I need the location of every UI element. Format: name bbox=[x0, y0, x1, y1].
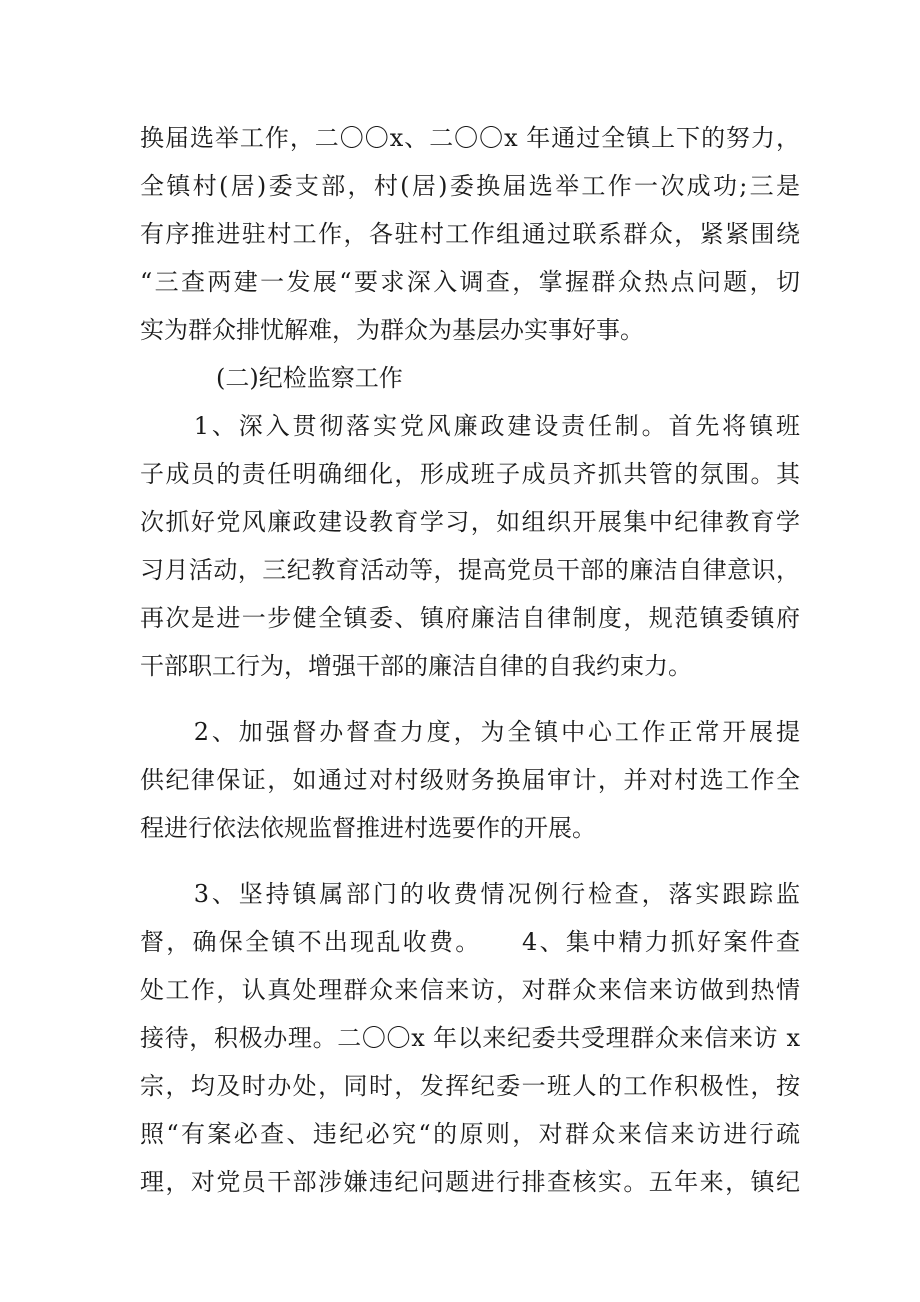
paragraph-gap bbox=[140, 690, 800, 708]
text-line: 有序推进驻村工作，各驻村工作组通过联系群众，紧紧围绕 bbox=[140, 220, 800, 248]
text-line: 3、坚持镇属部门的收费情况例行检查，落实跟踪监 bbox=[140, 880, 800, 908]
paragraph-item-2 bbox=[140, 708, 800, 852]
section-heading bbox=[140, 354, 800, 402]
paragraph-item-3-4 bbox=[140, 870, 800, 1206]
text-line: 宗，均及时办处，同时，发挥纪委一班人的工作积极性，按 bbox=[140, 1072, 800, 1100]
text-line: 供纪律保证，如通过对村级财务换届审计，并对村选工作全 bbox=[140, 766, 800, 794]
text-line: 1、深入贯彻落实党风廉政建设责任制。首先将镇班 bbox=[140, 412, 800, 440]
text-line: 习月活动，三纪教育活动等，提高党员干部的廉洁自律意识， bbox=[140, 556, 800, 584]
text-line: 次抓好党风廉政建设教育学习，如组织开展集中纪律教育学 bbox=[140, 508, 800, 536]
text-line: 处工作，认真处理群众来信来访，对群众来信来访做到热情 bbox=[140, 976, 800, 1004]
text-line: 接待，积极办理。二〇〇x 年以来纪委共受理群众来信来访 x bbox=[140, 1024, 800, 1052]
text-line: 2、加强督办督查力度，为全镇中心工作正常开展提 bbox=[140, 718, 800, 746]
text-line: 程进行依法依规监督推进村选要作的开展。 bbox=[140, 814, 596, 842]
text-line: 换届选举工作，二〇〇x、二〇〇x 年通过全镇上下的努力， bbox=[140, 124, 800, 152]
document-body bbox=[140, 114, 800, 1206]
text-line: 照“有案必查、违纪必究“的原则，对群众来信来访进行疏 bbox=[140, 1120, 800, 1148]
text-line: 督，确保全镇不出现乱收费。 4、集中精力抓好案件查 bbox=[140, 928, 800, 956]
text-line: 实为群众排忧解难，为群众为基层办实事好事。 bbox=[140, 316, 644, 344]
text-line: 全镇村(居)委支部，村(居)委换届选举工作一次成功;三是 bbox=[140, 172, 800, 200]
text-line: 子成员的责任明确细化，形成班子成员齐抓共管的氛围。其 bbox=[140, 460, 800, 488]
paragraph-election-work bbox=[140, 114, 800, 354]
paragraph-gap bbox=[140, 852, 800, 870]
section-heading-text: (二)纪检监察工作 bbox=[216, 364, 403, 392]
text-line: 再次是进一步健全镇委、镇府廉洁自律制度，规范镇委镇府 bbox=[140, 604, 800, 632]
paragraph-item-1 bbox=[140, 402, 800, 690]
text-line: “三查两建一发展“要求深入调查，掌握群众热点问题，切 bbox=[140, 268, 800, 296]
text-line: 干部职工行为，增强干部的廉洁自律的自我约束力。 bbox=[140, 652, 692, 680]
text-line: 理，对党员干部涉嫌违纪问题进行排查核实。五年来，镇纪 bbox=[140, 1168, 800, 1196]
